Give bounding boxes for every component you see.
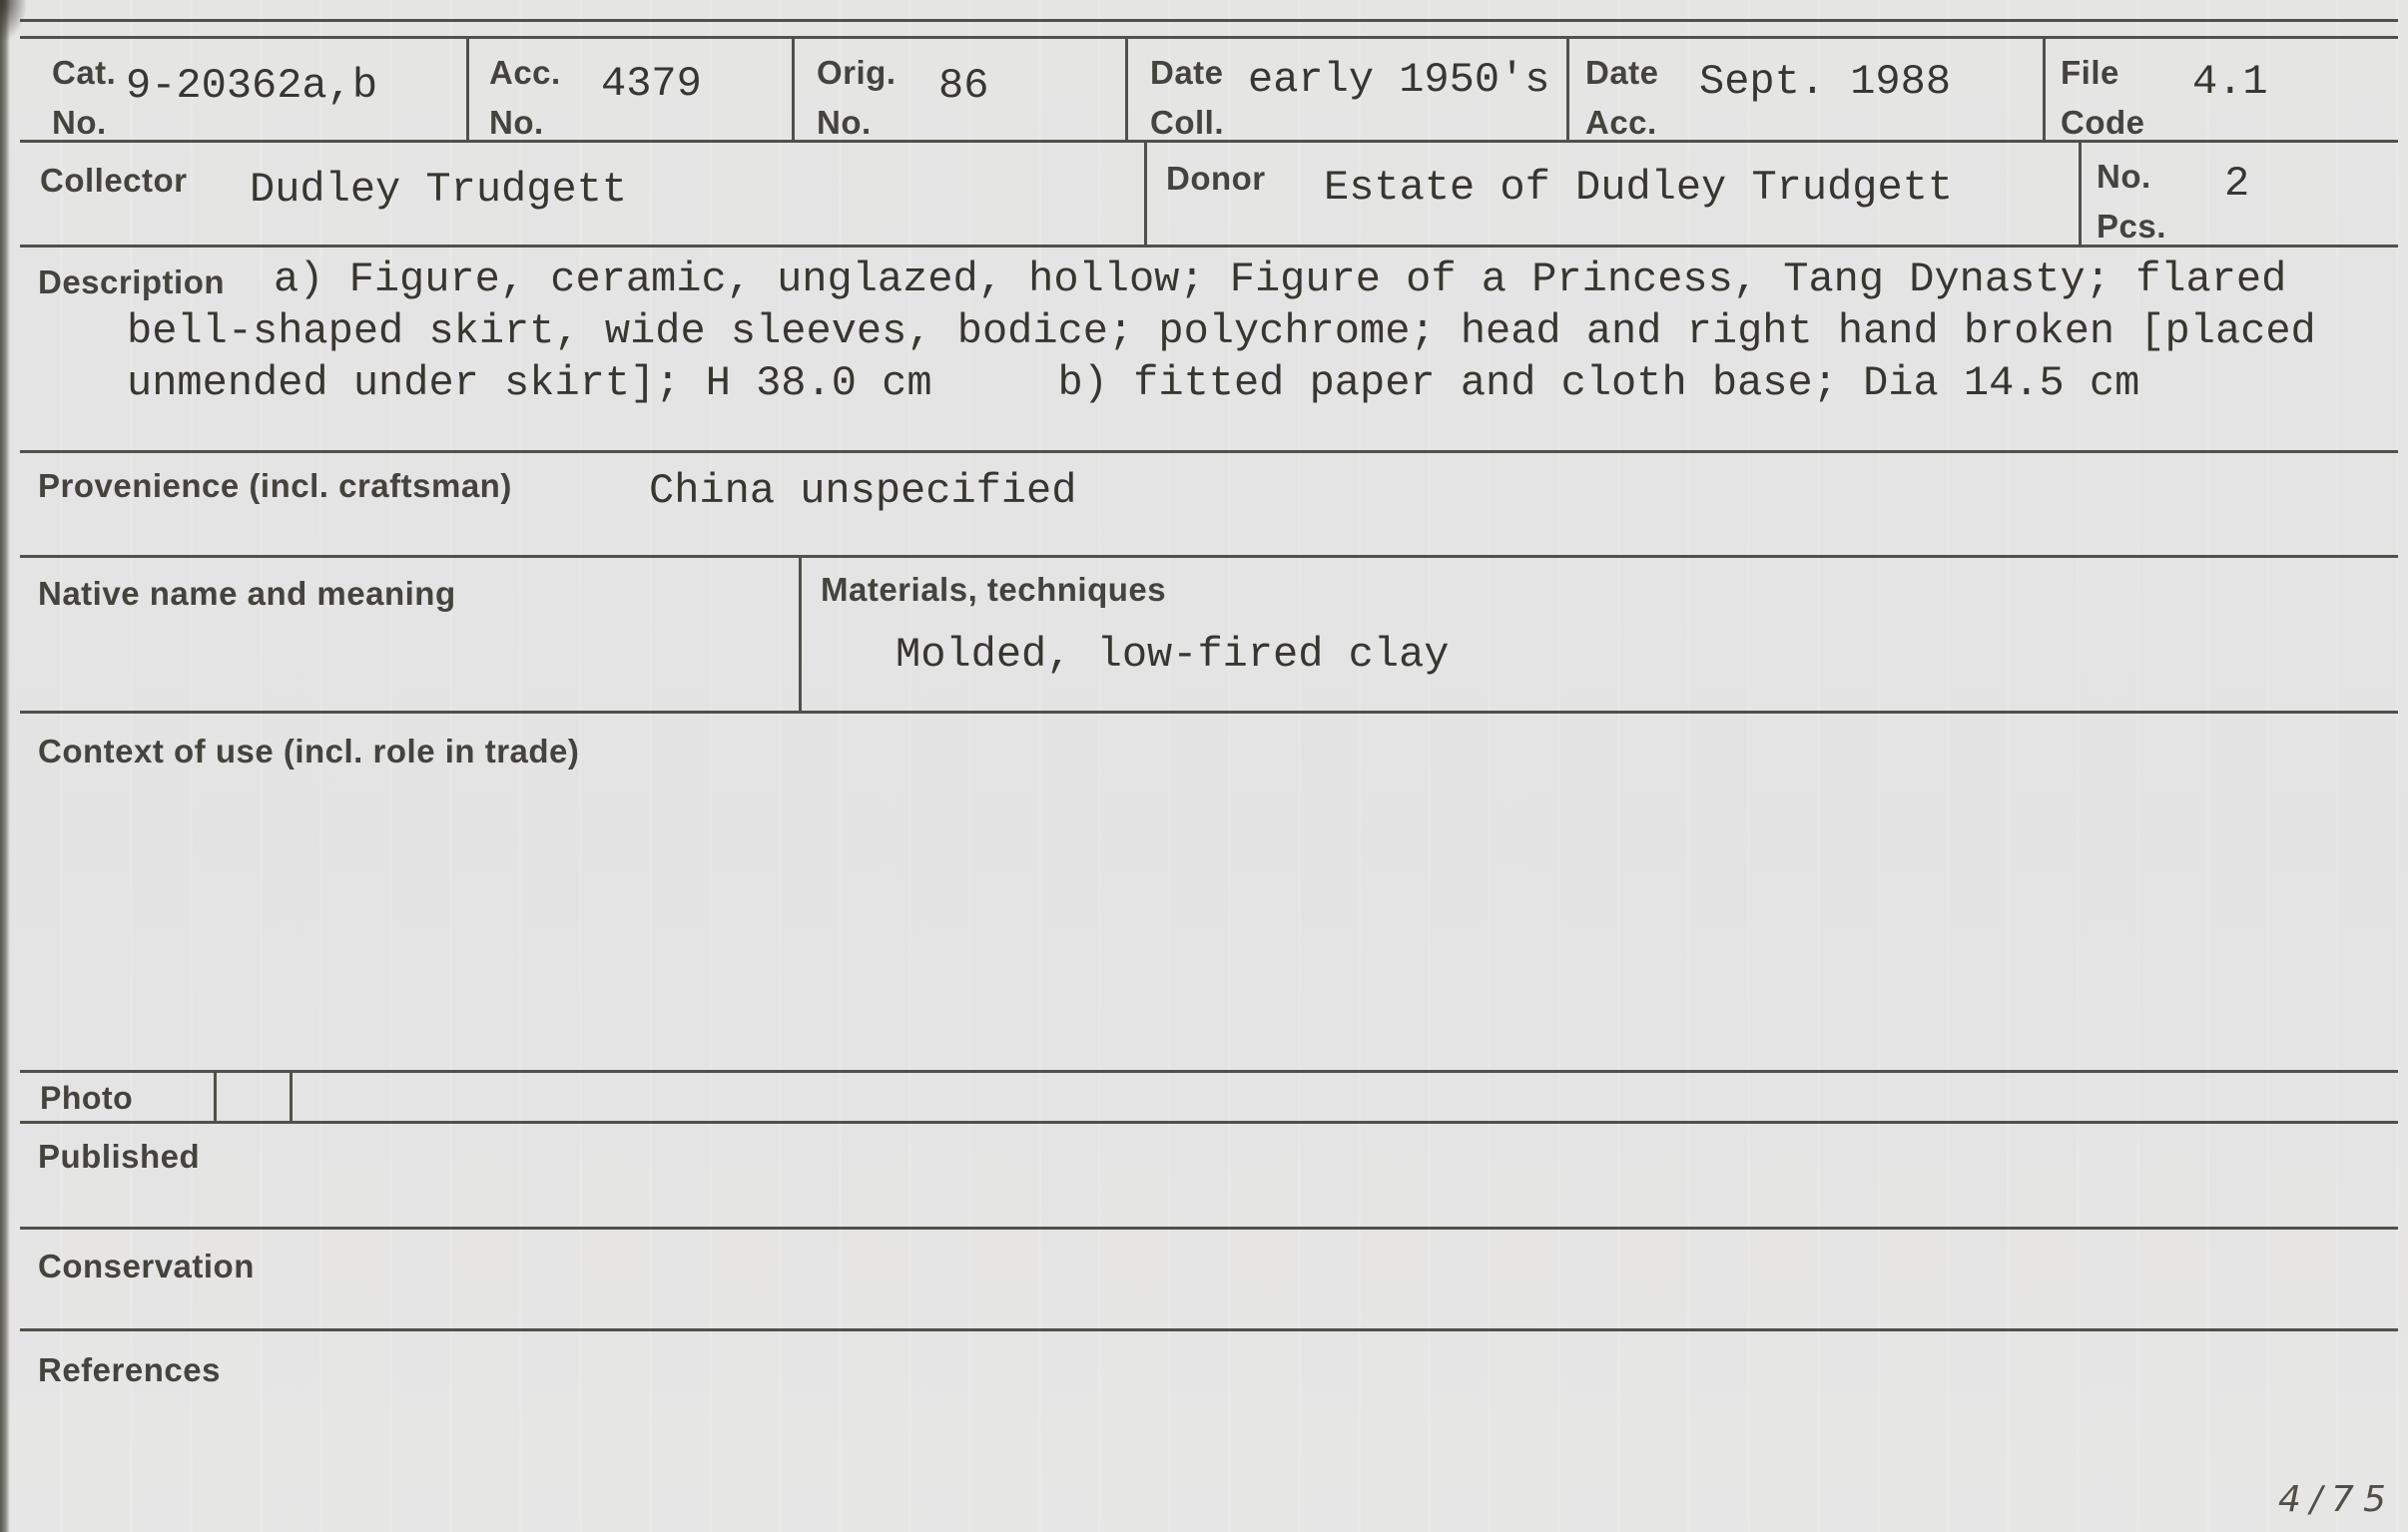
materials-label: Materials, techniques [821,571,1167,608]
date-coll-value: early 1950's [1248,56,1550,104]
cat-no-label-line1: Cat. [52,54,117,91]
description-line-1: a) Figure, ceramic, unglazed, hollow; Figure of a Princess, Tang Dynasty; flared [274,255,2287,303]
scan-edge-left [0,0,10,1532]
divider-dateacc-filecode [2043,38,2046,141]
description-line-3: unmended under skirt]; H 38.0 cm b) fitted paper and cloth base; Dia 14.5 cm [127,359,2140,407]
cat-no-value: 9-20362a,b [126,62,378,110]
divider-native-materials [799,557,802,712]
collector-label: Collector [40,162,188,199]
rule-below-row2 [20,245,2398,248]
date-coll-label-line1: Date [1150,54,1224,91]
provenience-value: China unspecified [649,467,1077,515]
divider-orig-datecoll [1125,38,1128,141]
rule-above-conservation [20,1227,2398,1230]
divider-datecoll-dateacc [1566,38,1569,141]
divider-cat-acc [466,38,469,141]
date-acc-label-line1: Date [1585,54,1659,91]
cat-no-label [52,48,116,148]
rule-top-inner [20,36,2398,39]
references-label: References [38,1351,221,1388]
date-acc-label [1585,48,1659,148]
divider-acc-orig [792,38,795,141]
divider-donor-nopcs [2079,142,2082,246]
cat-no-label-line2: No. [52,104,107,141]
acc-no-label-line1: Acc. [489,54,561,91]
rule-top-outer [20,19,2398,22]
native-name-label: Native name and meaning [38,575,456,612]
published-label: Published [38,1138,201,1175]
rule-below-provenience [20,555,2398,558]
divider-photo-box2 [290,1072,293,1122]
no-pcs-label-line1: No. [2097,158,2151,195]
file-code-label [2061,48,2145,148]
description-label: Description [38,263,226,300]
orig-no-value: 86 [938,62,989,110]
date-acc-label-line2: Acc. [1585,104,1657,141]
rule-below-materials [20,711,2398,714]
donor-label: Donor [1166,160,1266,197]
file-code-label-line2: Code [2061,104,2145,141]
no-pcs-label-line2: Pcs. [2097,208,2166,245]
orig-no-label [817,48,897,148]
date-coll-label-line2: Coll. [1150,104,1224,141]
divider-photo-box1 [214,1072,217,1122]
orig-no-label-line1: Orig. [817,54,897,91]
divider-collector-donor [1144,142,1147,246]
rule-below-photo [20,1121,2398,1124]
context-of-use-label: Context of use (incl. role in trade) [38,733,580,769]
file-code-value: 4.1 [2192,58,2268,106]
file-code-label-line1: File [2061,54,2119,91]
rule-below-description [20,450,2398,453]
collector-value: Dudley Trudgett [250,166,628,214]
page-note: 4/75 [2278,1479,2395,1520]
date-acc-value: Sept. 1988 [1699,58,1952,106]
acc-no-label [489,48,561,148]
rule-above-photo [20,1070,2398,1073]
description-line-2: bell-shaped skirt, wide sleeves, bodice; polychrome; head and right hand broken [placed [127,307,2316,355]
no-pcs-value: 2 [2224,160,2250,208]
photo-label: Photo [40,1080,134,1116]
provenience-label: Provenience (incl. craftsman) [38,467,512,504]
acc-no-label-line2: No. [489,104,544,141]
donor-value: Estate of Dudley Trudgett [1324,164,1954,212]
rule-above-references [20,1328,2398,1331]
conservation-label: Conservation [38,1248,255,1284]
no-pcs-label [2097,152,2166,252]
date-coll-label [1150,48,1224,148]
orig-no-label-line2: No. [817,104,872,141]
materials-value: Molded, low-fired clay [896,631,1450,679]
acc-no-value: 4379 [601,60,702,108]
